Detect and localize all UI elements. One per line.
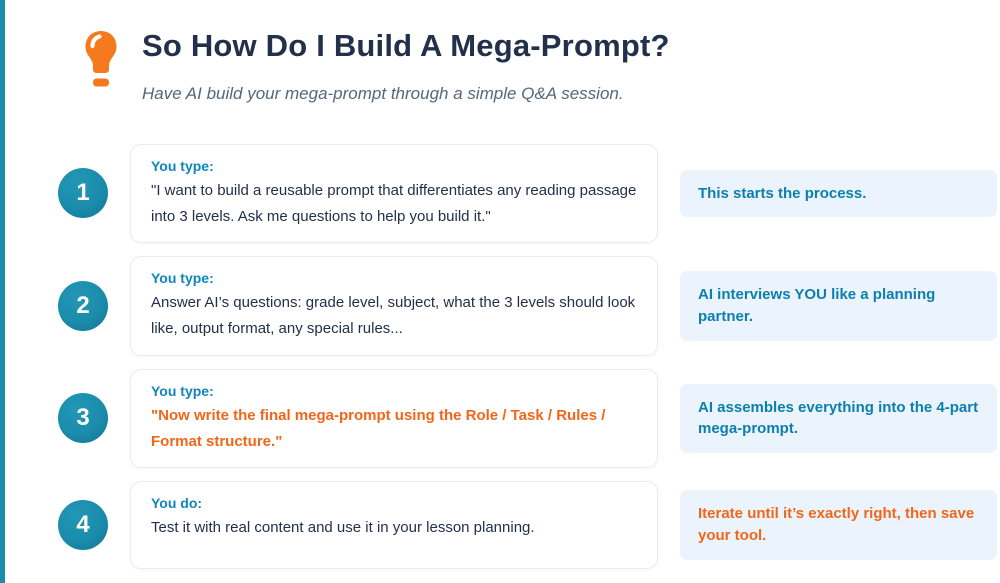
- step-number-badge: 2: [58, 281, 108, 331]
- step-callout: AI assembles everything into the 4-part mega-prompt.: [680, 384, 997, 454]
- step-card-body: "Now write the final mega-prompt using the Role / Task / Rules / Format structure.": [151, 406, 606, 450]
- left-accent-bar: [0, 0, 5, 583]
- step-row-4: [58, 481, 1000, 569]
- step-card-body: Test it with real content and use it in your lesson planning.: [151, 519, 535, 537]
- header-text: [142, 28, 670, 104]
- step-card-body: "I want to build a reusable prompt that differentiates any reading passage into 3 levels. Ask me questions to help you build it.": [151, 181, 637, 225]
- step-callout: This starts the process.: [680, 170, 997, 218]
- step-row-1: [58, 144, 1000, 244]
- step-row-3: [58, 369, 1000, 469]
- step-number-badge: 3: [58, 393, 108, 443]
- step-card-label: You do:: [151, 495, 203, 512]
- step-card-label: You type:: [151, 157, 214, 174]
- step-number-badge: 1: [58, 168, 108, 218]
- step-card-body: Answer AI’s questions: grade level, subject, what the 3 levels should look like, output format, any special rules...: [151, 294, 636, 338]
- step-card: [130, 256, 658, 356]
- step-card: [130, 481, 658, 569]
- step-card: [130, 369, 658, 469]
- step-number-badge: 4: [58, 500, 108, 550]
- step-card-label: You type:: [151, 382, 214, 399]
- step-callout: AI interviews YOU like a planning partner.: [680, 271, 997, 341]
- step-card: [130, 144, 658, 244]
- steps-list: [0, 144, 1000, 570]
- step-row-2: [58, 256, 1000, 356]
- header: [0, 0, 1000, 104]
- step-card-label: You type:: [151, 270, 214, 287]
- page-title: So How Do I Build A Mega-Prompt?: [142, 28, 670, 63]
- page-subtitle: Have AI build your mega-prompt through a simple Q&A session.: [142, 83, 624, 103]
- lightbulb-icon: [84, 30, 118, 92]
- step-callout: Iterate until it’s exactly right, then save your tool.: [680, 490, 997, 560]
